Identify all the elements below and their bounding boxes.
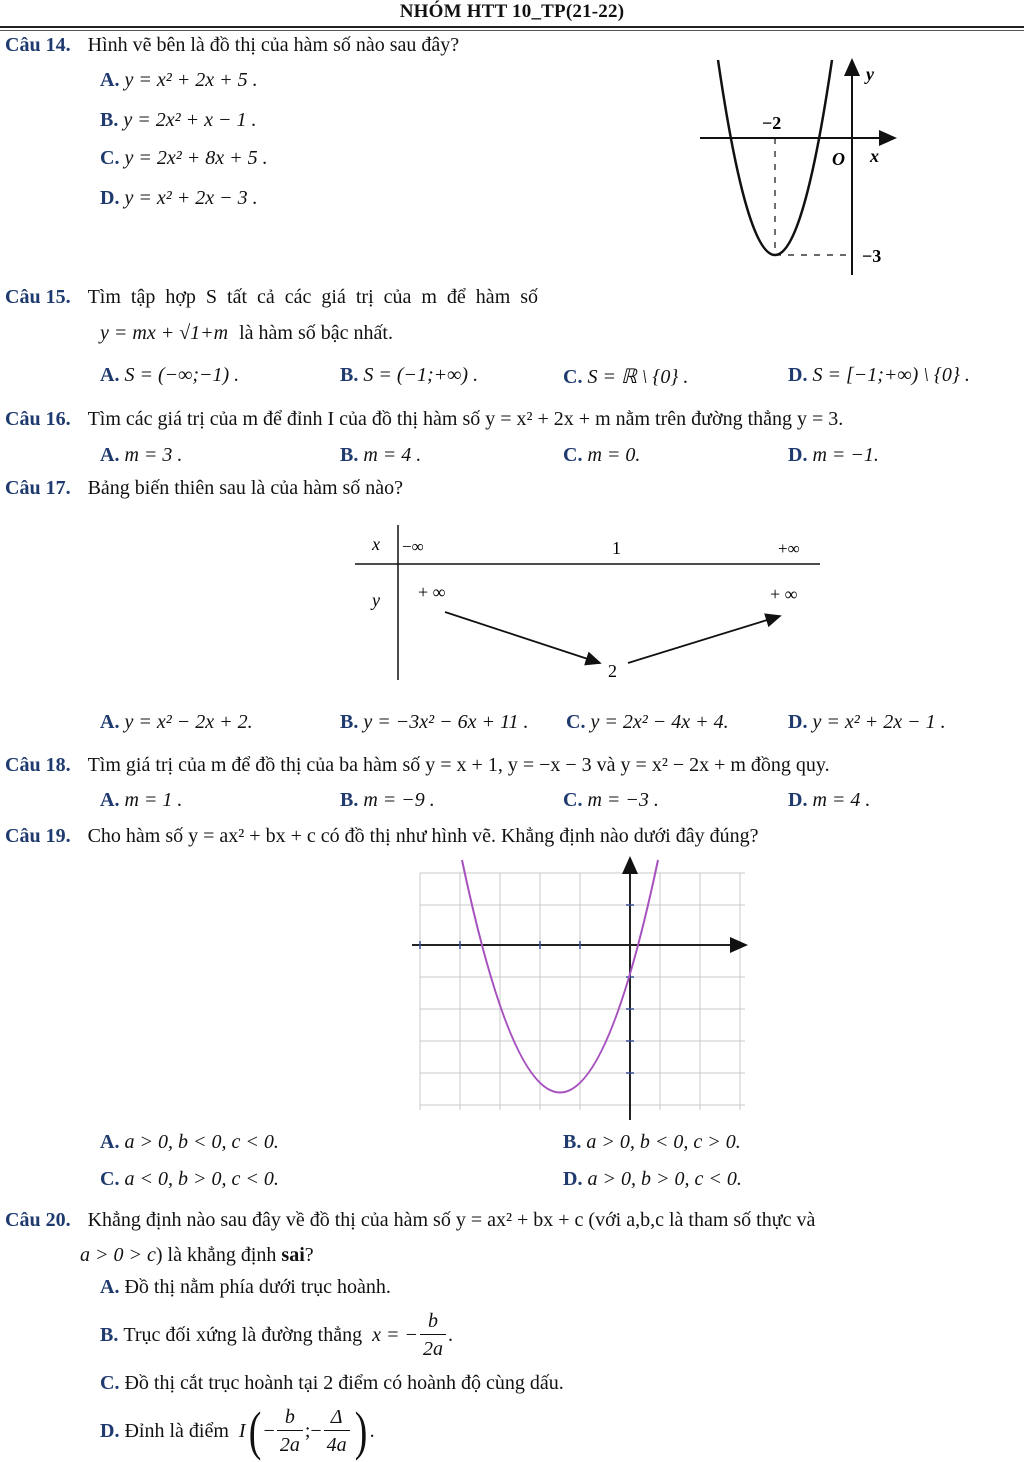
q17-stem (5, 477, 403, 500)
q20-option-a[interactable] (100, 1276, 391, 1299)
q17-option-c[interactable] (566, 711, 729, 734)
option-text: y = 2x² + x − 1 . (123, 109, 257, 131)
q19-option-b[interactable] (563, 1131, 741, 1154)
option-math: x = − (372, 1323, 418, 1346)
q19-text: Cho hàm số y = ax² + bx + c có đồ thị như hình vẽ. Khẳng định nào dưới đây đúng? (87, 825, 759, 847)
option-text: Trục đối xứng là đường thẳng (123, 1323, 363, 1346)
q15-option-b[interactable] (340, 364, 478, 387)
option-text: m = 1 . (124, 789, 183, 811)
q20-end: ? (304, 1244, 314, 1266)
option-label: D. (100, 1419, 120, 1442)
table-x-right: +∞ (778, 539, 800, 558)
option-text: y = 2x² − 4x + 4. (590, 711, 729, 733)
q18-option-a[interactable] (100, 789, 182, 812)
q17-text: Bảng biến thiên sau là của hàm số nào? (87, 477, 404, 499)
option-text: S = (−∞;−1) . (124, 364, 240, 386)
table-x-left: −∞ (402, 537, 424, 556)
option-label: B. (340, 711, 359, 733)
q17-variation-table (350, 520, 830, 685)
option-text: m = 4 . (363, 444, 422, 466)
q14-option-b[interactable] (100, 109, 256, 132)
q15-number: Câu 15. (5, 286, 71, 308)
q14-parabola-graph (690, 55, 905, 280)
option-label: C. (100, 1372, 120, 1394)
option-label: A. (100, 1131, 120, 1153)
option-label: D. (100, 187, 120, 209)
q14-option-a[interactable] (100, 69, 258, 92)
q20-option-d[interactable]: D. Đỉnh là điểm I ( − $\frac{b}{2a}$ ;− $\frac{\Delta}{4a}$ ) . (100, 1401, 375, 1461)
table-x-label: x (372, 534, 380, 554)
option-label: A. (100, 711, 120, 733)
q20-option-b[interactable] (100, 1305, 453, 1365)
option-label: B. (340, 444, 359, 466)
q20-stem (5, 1209, 815, 1232)
table-y-label: y (372, 590, 380, 610)
frac-denominator: 4a (326, 1433, 347, 1456)
q14-option-c[interactable] (100, 147, 268, 170)
option-text: S = [−1;+∞) \ {0} . (812, 364, 970, 386)
option-text: m = −3 . (587, 789, 659, 811)
option-text: a > 0, b < 0, c > 0. (586, 1131, 741, 1153)
option-text: S = (−1;+∞) . (363, 364, 479, 386)
q15-option-a[interactable] (100, 364, 239, 387)
frac-denominator: 2a (279, 1433, 300, 1456)
option-label: D. (563, 1168, 583, 1190)
option-label: D. (788, 711, 808, 733)
option-text: m = 0. (587, 444, 641, 466)
q15-stem-line2 (100, 322, 393, 345)
option-text: y = −3x² − 6x + 11 . (363, 711, 529, 733)
option-label: A. (100, 1276, 120, 1298)
option-label: B. (340, 789, 359, 811)
q14-option-d[interactable] (100, 187, 258, 210)
option-label: C. (566, 711, 586, 733)
option-text: a > 0, b < 0, c < 0. (124, 1131, 279, 1153)
q19-option-c[interactable] (100, 1168, 279, 1191)
q20-emphasis: sai (281, 1244, 305, 1266)
header-divider-thin (0, 30, 1024, 31)
option-label: A. (100, 444, 120, 466)
q14-stem (5, 34, 459, 57)
option-label: B. (100, 1323, 119, 1346)
page-header: NHÓM HTT 10_TP(21-22) (399, 1, 625, 22)
fraction-1 (277, 1404, 303, 1459)
q16-stem (5, 408, 843, 431)
q19-stem (5, 825, 758, 848)
q19-number: Câu 19. (5, 825, 71, 847)
q17-number: Câu 17. (5, 477, 71, 499)
decreasing-arrow (445, 612, 600, 663)
frac-numerator: b (277, 1404, 303, 1431)
q15-option-d[interactable] (788, 364, 970, 387)
option-label: C. (100, 1168, 120, 1190)
fraction-2 (324, 1404, 350, 1459)
option-label: D. (788, 364, 808, 386)
q16-number: Câu 16. (5, 408, 71, 430)
q18-number: Câu 18. (5, 754, 71, 776)
option-label: C. (563, 789, 583, 811)
q17-option-d[interactable] (788, 711, 946, 734)
option-label: C. (100, 147, 120, 169)
option-text: m = 4 . (812, 789, 871, 811)
header-divider (0, 26, 1024, 28)
q18-text: Tìm giá trị của m để đồ thị của ba hàm số y = x + 1, y = −x − 3 và y = x² − 2x + m đồng quy. (87, 754, 830, 776)
fraction (420, 1308, 446, 1363)
option-text: Đồ thị nằm phía dưới trục hoành. (124, 1276, 391, 1298)
q20-option-c[interactable] (100, 1372, 564, 1395)
grid-lines (420, 873, 745, 1110)
q18-option-d[interactable] (788, 789, 870, 812)
q15-stem (5, 286, 538, 309)
option-label: D. (788, 444, 808, 466)
option-label: B. (340, 364, 359, 386)
option-label: B. (563, 1131, 582, 1153)
option-label: A. (100, 364, 120, 386)
q20-text: Khẳng định nào sau đây về đồ thị của hàm số y = ax² + bx + c (với a,b,c là tham số thực và (87, 1209, 816, 1231)
q17-option-b[interactable] (340, 711, 528, 734)
q15-text-line2: là hàm số bậc nhất. (239, 322, 393, 344)
origin-label: O (832, 149, 845, 169)
frac-numerator: b (420, 1308, 446, 1335)
option-label: A. (100, 69, 120, 91)
axis-ticks (420, 905, 634, 1073)
q20-stem-line2 (80, 1244, 314, 1267)
q20-text-line2: ) là khẳng định (155, 1244, 277, 1266)
option-text: Đỉnh là điểm (124, 1419, 229, 1442)
option-text: y = x² − 2x + 2. (124, 711, 253, 733)
option-text: S = ℝ \ {0} . (587, 366, 689, 388)
right-paren: ) (354, 1401, 367, 1461)
table-y-min: 2 (608, 661, 617, 681)
parabola-curve (462, 860, 658, 1093)
q16-text: Tìm các giá trị của m để đỉnh I của đồ thị hàm số y = x² + 2x + m nằm trên đường thẳng y = 3. (87, 408, 844, 430)
q20-number: Câu 20. (5, 1209, 71, 1231)
option-text: m = −1. (812, 444, 879, 466)
option-label: A. (100, 789, 120, 811)
table-y-left: + ∞ (418, 582, 446, 602)
option-text: y = x² + 2x − 3 . (124, 187, 258, 209)
q18-stem (5, 754, 830, 777)
option-math: I (238, 1419, 246, 1442)
q15-option-c[interactable] (563, 364, 688, 389)
q16-option-d[interactable] (788, 444, 879, 467)
option-text: m = 3 . (124, 444, 183, 466)
option-end: . (369, 1419, 375, 1442)
option-text: m = −9 . (363, 789, 435, 811)
option-text: y = x² + 2x − 1 . (812, 711, 946, 733)
q17-option-a[interactable] (100, 711, 253, 734)
option-text: y = 2x² + 8x + 5 . (124, 147, 268, 169)
frac-denominator: 2a (422, 1337, 443, 1360)
q18-option-b[interactable] (340, 789, 435, 812)
option-text: Đồ thị cắt trục hoành tại 2 điểm có hoành độ cùng dấu. (124, 1372, 564, 1394)
q15-function: y = mx + √1+m (100, 322, 229, 344)
q20-condition: a > 0 > c (80, 1244, 156, 1266)
option-text: a > 0, b > 0, c < 0. (587, 1168, 742, 1190)
option-label: C. (563, 366, 583, 388)
q14-number: Câu 14. (5, 34, 71, 56)
table-x-mid: 1 (612, 538, 621, 558)
x-axis-label: x (870, 146, 879, 166)
q16-option-a[interactable] (100, 444, 182, 467)
q19-option-d[interactable] (563, 1168, 742, 1191)
q19-parabola-graph (410, 855, 755, 1123)
q16-option-b[interactable] (340, 444, 421, 467)
q16-option-c[interactable] (563, 444, 640, 467)
table-y-right: + ∞ (770, 584, 798, 604)
parabola-curve (718, 60, 832, 255)
y-axis-label: y (866, 64, 874, 84)
option-text: y = x² + 2x + 5 . (124, 69, 258, 91)
q19-option-a[interactable] (100, 1131, 279, 1154)
option-label: B. (100, 109, 119, 131)
increasing-arrow (628, 616, 780, 663)
vertex-y-label: −3 (862, 246, 882, 266)
vertex-x-label: −2 (762, 113, 782, 133)
option-end: . (447, 1323, 453, 1346)
q15-text: Tìm tập hợp S tất cả các giá trị của m để hàm số (87, 286, 539, 308)
option-label: D. (788, 789, 808, 811)
option-text: a < 0, b > 0, c < 0. (124, 1168, 279, 1190)
left-paren: ( (248, 1401, 261, 1461)
frac-numerator: Δ (324, 1404, 350, 1431)
option-label: C. (563, 444, 583, 466)
q14-text: Hình vẽ bên là đồ thị của hàm số nào sau đây? (87, 34, 460, 56)
q18-option-c[interactable] (563, 789, 659, 812)
